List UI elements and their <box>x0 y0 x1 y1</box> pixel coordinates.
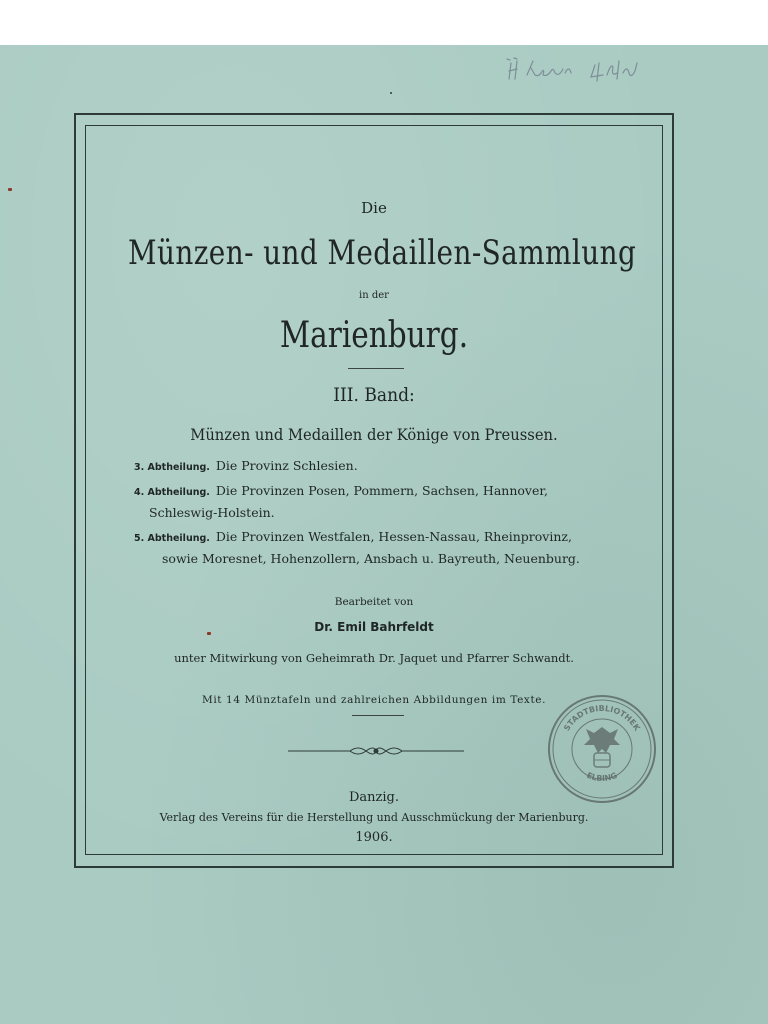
abtheilung-label: 4. Abtheilung. <box>134 487 210 498</box>
abtheilung-text: Die Provinzen Posen, Pommern, Sachsen, Hannover, <box>215 483 548 498</box>
abtheilung-text: Die Provinzen Westfalen, Hessen-Nassau, Rheinprovinz, <box>215 529 572 544</box>
abtheilung-5 <box>134 529 572 544</box>
collaborators-line: unter Mitwirkung von Geheimrath Dr. Jaquet und Pfarrer Schwandt. <box>174 651 574 665</box>
abtheilung-4-continuation: Schleswig-Holstein. <box>149 505 275 520</box>
abtheilung-label: 3. Abtheilung. <box>134 462 210 473</box>
paper-speck <box>390 92 392 94</box>
handwritten-note <box>505 55 645 85</box>
svg-text:ELBING: ELBING <box>585 770 619 784</box>
author-name: Dr. Emil Bahrfeldt <box>314 620 434 634</box>
svg-text:STADTBIBLIOTHEK: STADTBIBLIOTHEK <box>562 703 642 733</box>
title-divider-rule <box>348 368 404 369</box>
imprint-year: 1906. <box>355 830 393 845</box>
volume-heading: III. Band: <box>333 384 415 406</box>
place-title: Marienburg. <box>279 315 469 356</box>
paper-speck <box>8 188 12 191</box>
abtheilung-label: 5. Abtheilung. <box>134 533 210 544</box>
imprint-publisher: Verlag des Vereins für die Herstellung und Ausschmückung der Marienburg. <box>159 811 589 824</box>
title-in-der: in der <box>359 290 389 301</box>
plates-divider-rule <box>352 715 404 716</box>
ornamental-divider <box>288 743 464 759</box>
library-stamp <box>546 693 658 805</box>
plates-note: Mit 14 Münztafeln und zahlreichen Abbildungen im Texte. <box>201 694 547 706</box>
abtheilung-3 <box>134 458 358 473</box>
edited-by-label: Bearbeitet von <box>334 596 414 608</box>
main-title: Münzen- und Medaillen-Sammlung <box>128 233 637 273</box>
abtheilung-text: Die Provinz Schlesien. <box>215 458 358 473</box>
volume-subtitle: Münzen und Medaillen der Könige von Preussen. <box>190 425 558 444</box>
imprint-city: Danzig. <box>348 790 399 805</box>
abtheilung-5-continuation: sowie Moresnet, Hohenzollern, Ansbach u. Bayreuth, Neuenburg. <box>162 551 580 566</box>
title-die: Die <box>361 199 387 217</box>
abtheilung-4 <box>134 483 548 498</box>
